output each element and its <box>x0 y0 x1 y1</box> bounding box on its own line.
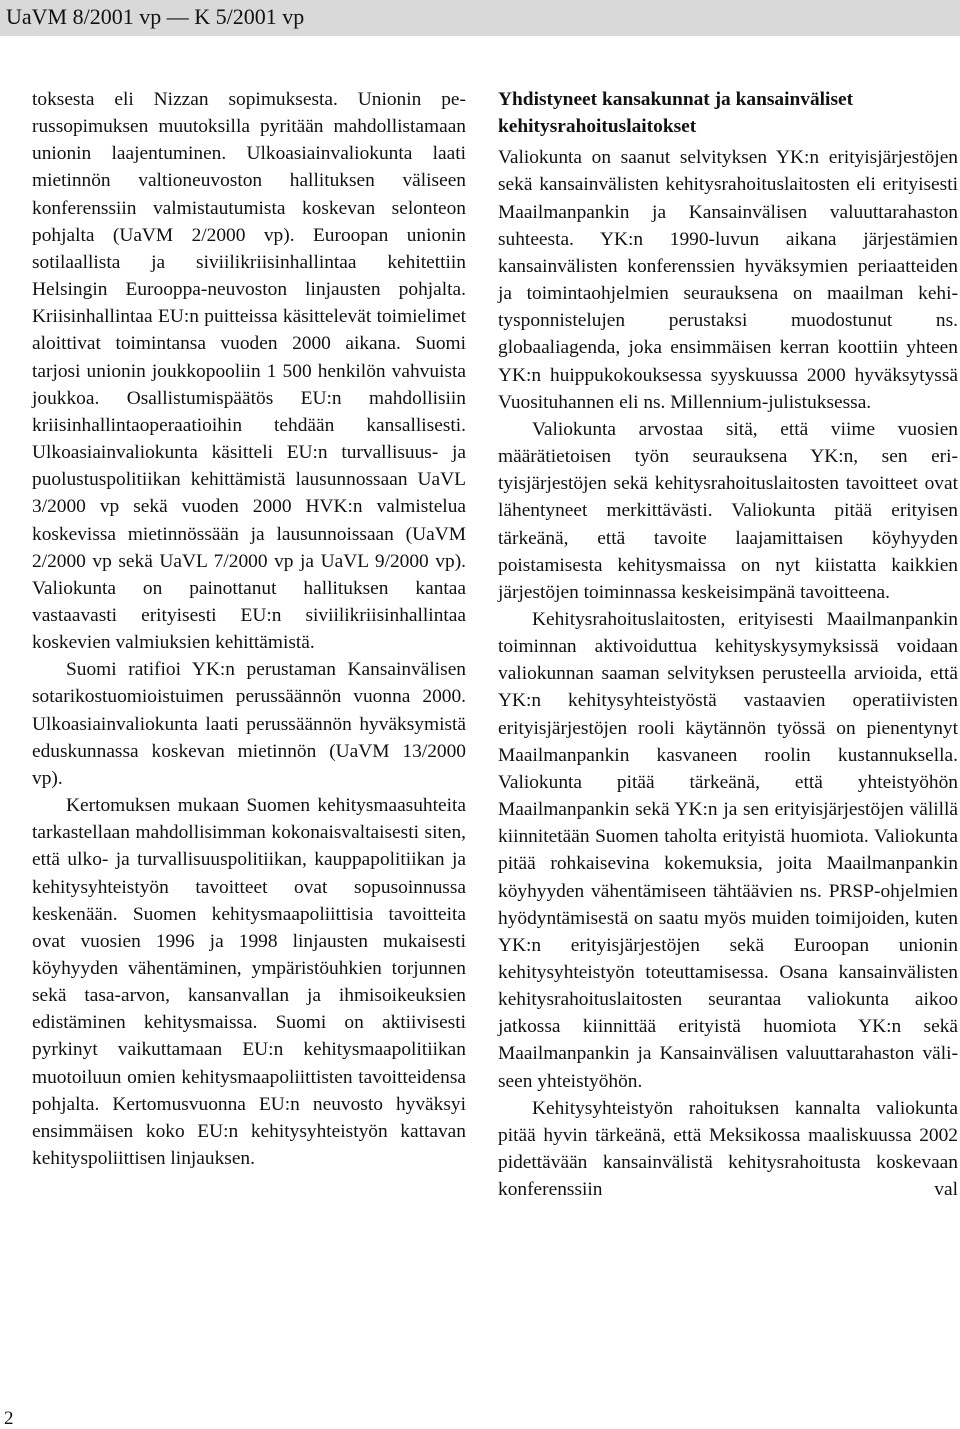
section-subheading: Yhdistyneet kansakunnat ja kansainväliset kehitysrahoituslaitokset <box>498 89 854 138</box>
paragraph: Valiokunta on saanut selvityksen YK:n erityisjärjestöjen sekä kansainvälisten kehitysrahoituslaitosten eli erityisesti Maailmanpankin ja Kansainvälisen valuuttarahaston suhteesta. YK:n 1990-luvun aikana järjestämien kansainvälisten konferenssien hyväksymien periaatteiden ja toimintaohjelmien seurauksena on maailman kehitysponnistelujen perustaksi muodostunut ns. globaaliagenda, joka ensimmäisen kerran koottiin yhteen YK:n huippukokouksessa syyskuussa 2000 hyväksytyssä Vuosituhannen eli ns. Millennium-julistuksessa. <box>498 147 958 413</box>
right-text-column <box>498 86 958 1203</box>
paragraph: Valiokunta arvostaa sitä, että viime vuosien määrätietoisen työn seurauksena YK:n, sen erityisjärjestöjen sekä kehitysrahoituslaitosten tavoitteet ovat lähentyneet merkittävästi. Valiokunta pitää erityisen tärkeänä, että tavoite laajamittaisen köyhyyden poistamisesta kehitysmaissa on nyt kiistatta kaikkien järjestöjen toiminnassa keskeisimpänä tavoitteena. <box>498 418 958 603</box>
paragraph: Kehitysrahoituslaitosten, erityisesti Maailmanpankin toiminnan aktivoiduttua kehityskysymyksissä voidaan valiokunnan saaman selvityksen perusteella arvioida, että YK:n kehitysyhteistyöstä vastaavien operatiivisten erityisjärjestöjen rooli käytännön työssä on pienentynyt Maailmanpankin kasvaneen roolin kustannuksella. Valiokunta pitää tärkeänä, että yhteistyöhön Maailmanpankin sekä YK:n ja sen erityisjärjestöjen välillä kiinnitetään Suomen taholta erityistä huomiota. Valiokunta pitää rohkaisevina kokemuksia, joita Maailmanpankin köyhyyden vähentämiseen tähtäävien ns. PRSP-ohjelmien hyödyntämisestä on saatu myös muiden toimijoiden, kuten YK:n erityisjärjestöjen sekä Euroopan unionin kehitysyhteistyön toteuttamisessa. Osana kansainvälisten kehitysrahoituslaitosten seurantaa valiokunta aikoo jatkossa kiinnittää erityistä huomiota YK:n sekä Maailmanpankin ja Kansainvälisen valuuttarahaston väliseen yhteistyöhön. <box>498 608 958 1092</box>
document-identifier: UaVM 8/2001 vp — K 5/2001 vp <box>6 4 305 29</box>
paragraph: Kertomuksen mukaan Suomen kehitysmaasuhteita tarkastellaan mahdollisimman kokonaisvaltaisesti siten, että ulko- ja turvallisuuspolitiikan, kauppapolitiikan ja kehitysyhteistyön tavoitteet ovat sopusoinnussa keskenään. Suomen kehitysmaapoliittisia tavoitteita ovat vuosien 1996 ja 1998 linjausten mukaisesti köyhyyden vähentäminen, ympäristöuhkien torjunnen sekä tasa-arvon, kansanvallan ja ihmisoikeuksien edistäminen kehitysmaissa. Suomi on aktiivisesti pyrkinyt vaikuttamaan EU:n kehitysmaapolitiikan muotoiluun omien kehitysmaapoliittisten tavoitteidensa pohjalta. Kertomusvuonna EU:n neuvosto hyväksyi ensimmäisen koko EU:n kehitysyhteistyön kattavan kehityspoliittisen linjauksen. <box>32 795 466 1170</box>
paragraph: Kehitysyhteistyön rahoituksen kannalta valiokunta pitää hyvin tärkeänä, että Meksikossa maaliskuussa 2002 pidettävään kansainvälistä kehitysrahoitusta koskevaan konferenssiin val <box>498 1097 958 1201</box>
paragraph: toksesta eli Nizzan sopimuksesta. Unionin perussopimuksen muutoksilla pyritään mahdollistamaan unionin laajentuminen. Ulkoasiainvaliokunta laati mietinnön valtioneuvoston hallituksen väliseen konferenssiin valmistautumista koskevan selonteon pohjalta (UaVM 2/2000 vp). Euroopan unionin sotilaallista ja siviilikriisinhallintaa kehitettiin Helsingin Eurooppa-neuvoston linjausten pohjalta. Kriisinhallintaa EU:n puitteissa käsittelevät toimielimet aloittivat toimintansa vuoden 2000 aikana. Suomi tarjosi unionin joukkopooliin 1 500 henkilön vahvuista joukkoa. Osallistumispäätös EU:n mahdollisiin kriisinhallintaoperaatioihin tehdään kansallisesti. Ulkoasiainvaliokunta käsitteli EU:n turvallisuus- ja puolustuspolitiikan kehittämistä lausunnossaan UaVL 3/2000 vp sekä vuoden 2000 HVK:n valmistelua koskevissa mietinnössään ja lausunnoissaan (UaVM 2/2000 vp sekä UaVL 7/2000 vp ja UaVL 9/2000 vp). Valiokunta on painottanut hallituksen kantaa vastaavasti erityisesti EU:n siviilikriisinhallintaa koskevien valmiuksien kehittämistä. <box>32 89 466 654</box>
left-text-column <box>32 86 466 1172</box>
page-number: 2 <box>4 1408 14 1429</box>
running-header <box>0 0 960 36</box>
paragraph: Suomi ratifioi YK:n perustaman Kansainvälisen sotarikostuomioistuimen perussäännön vuonna 2000. Ulkoasiainvaliokunta laati perussäännön hyväksymistä eduskunnassa koskevan mietinnön (UaVM 13/2000 vp). <box>32 659 466 789</box>
